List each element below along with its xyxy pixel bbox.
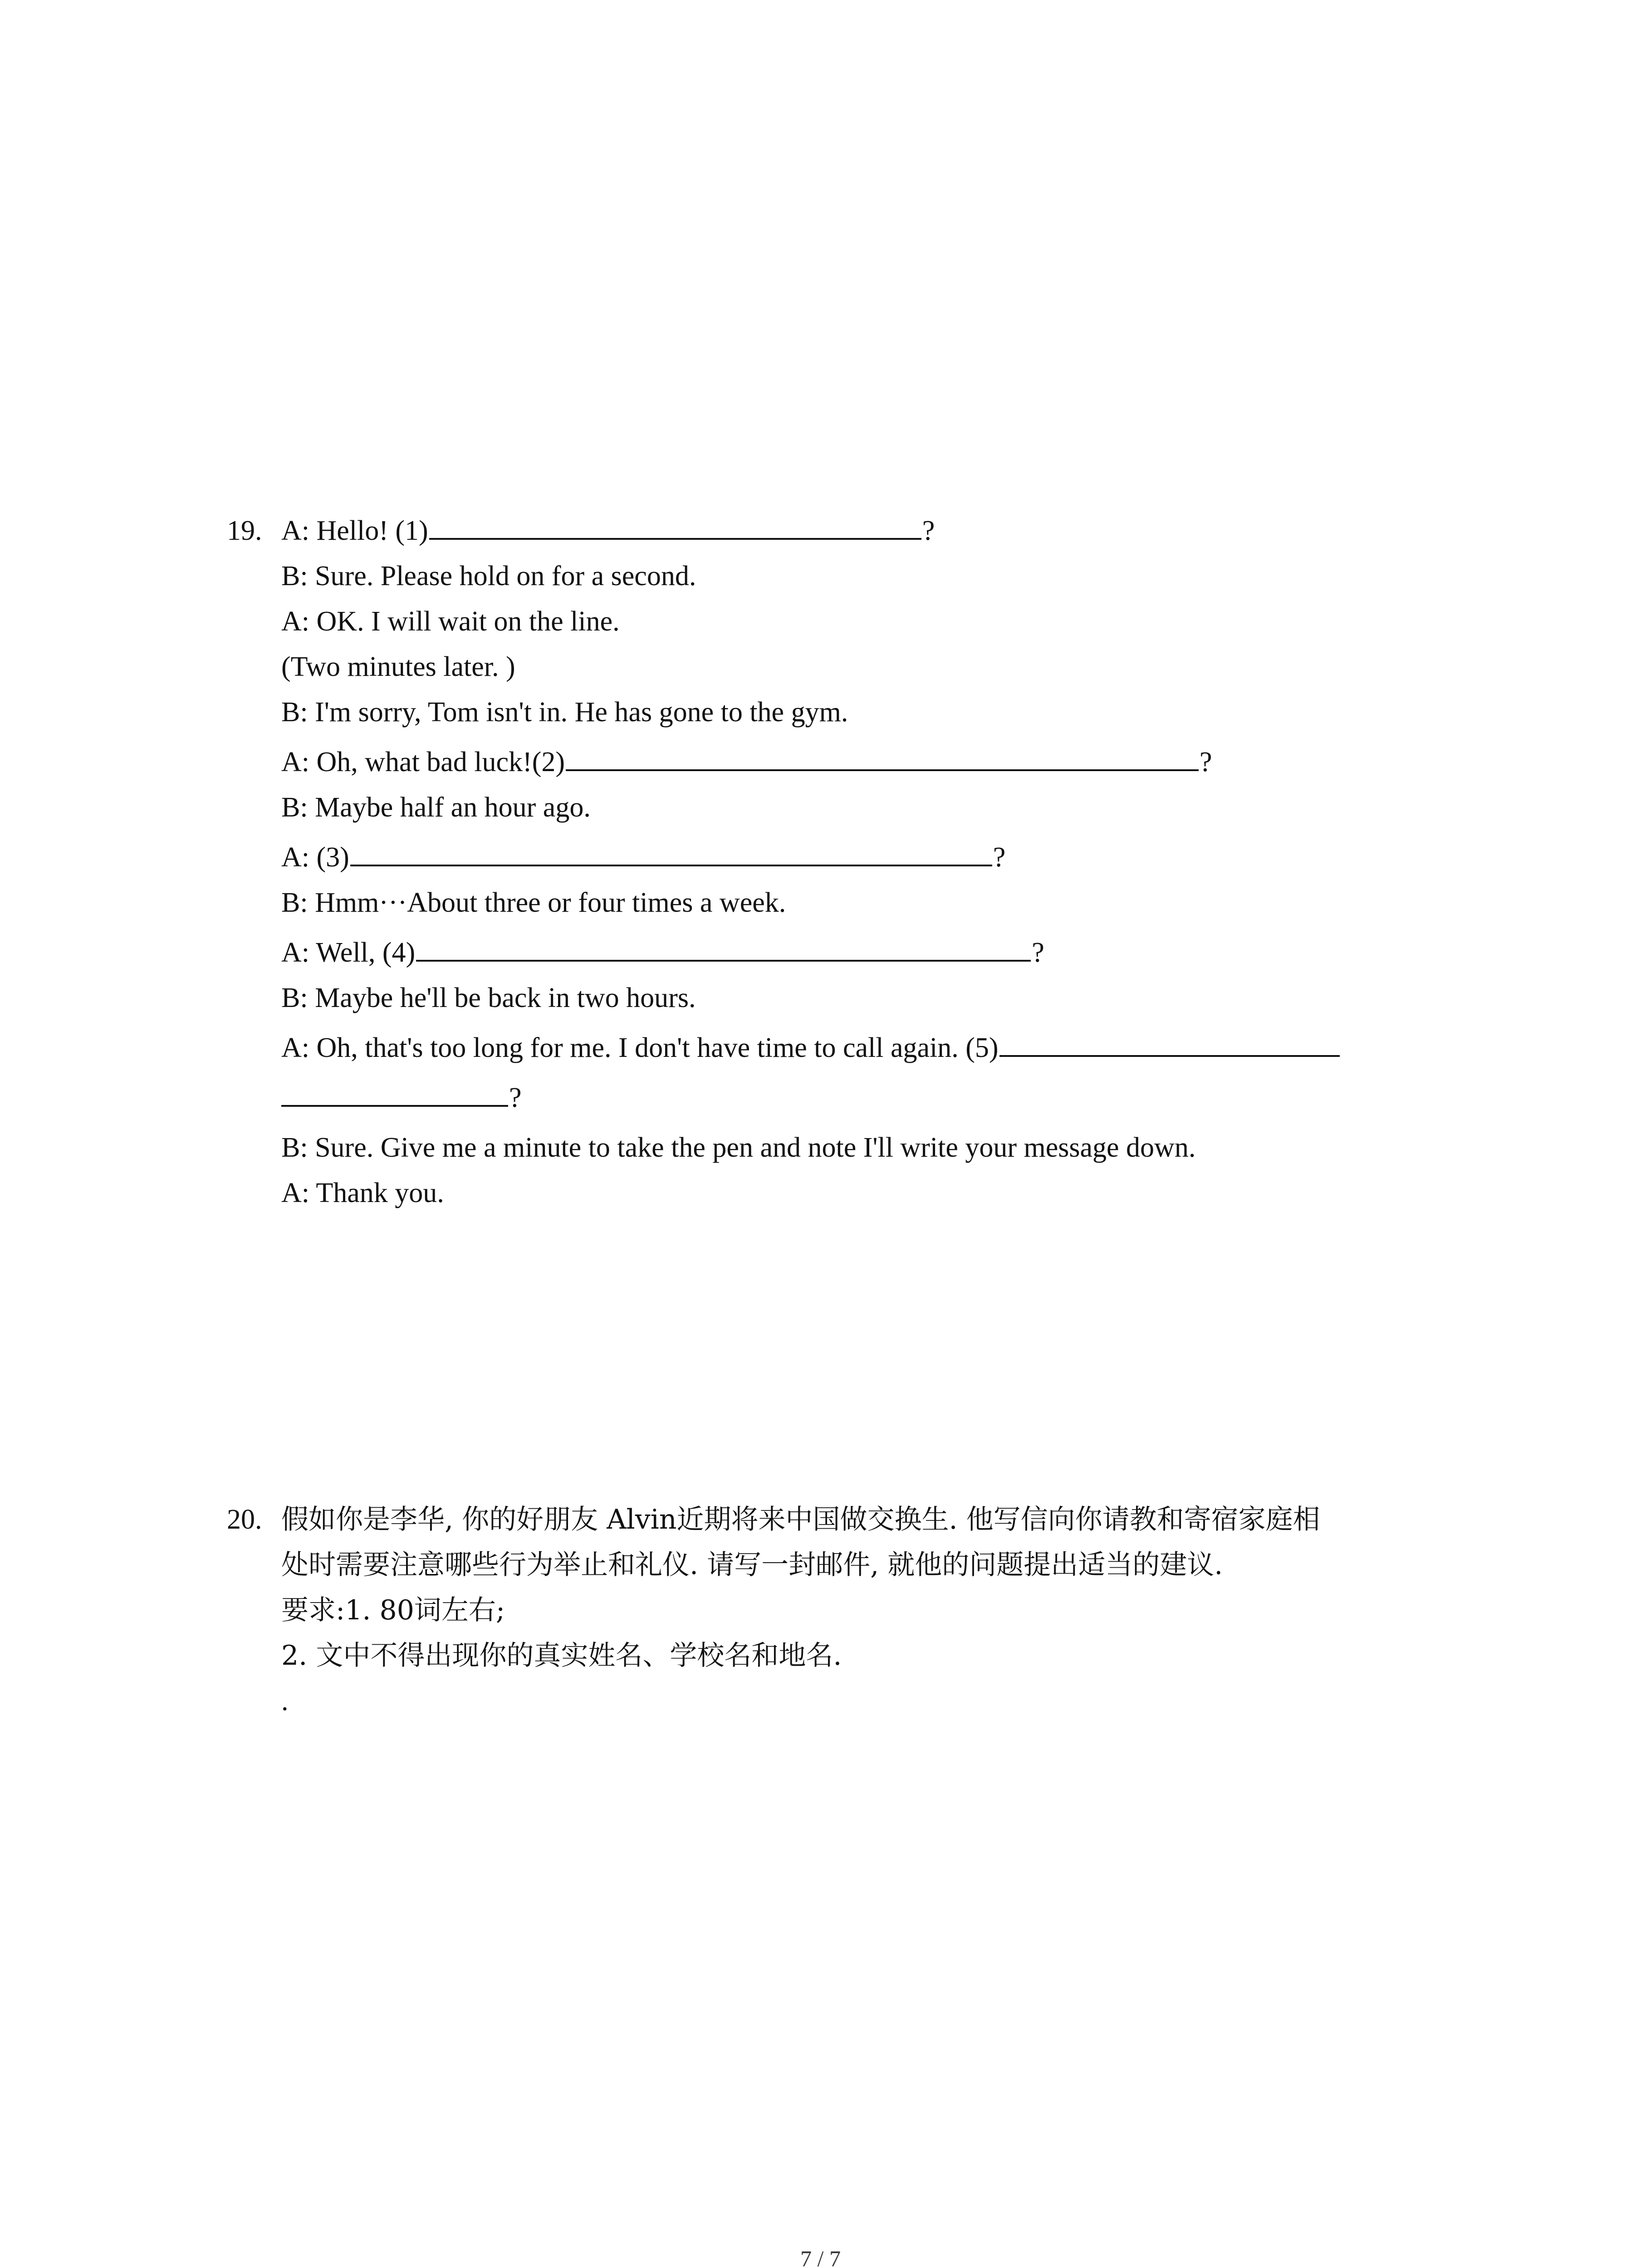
dialogue-line: A: Thank you. [281, 1178, 444, 1208]
dialogue-line: B: I'm sorry, Tom isn't in. He has gone to the gym. [281, 697, 848, 728]
answer-blank-3[interactable] [350, 836, 992, 866]
answer-blank-2[interactable] [566, 741, 1199, 771]
question-number: 19. [227, 515, 262, 546]
dialogue-line: B: Maybe he'll be back in two hours. [281, 982, 696, 1013]
answer-blank-4[interactable] [416, 932, 1031, 962]
dialogue-line: A: OK. I will wait on the line. [281, 606, 620, 637]
answer-blank-5b[interactable] [281, 1077, 508, 1107]
dialogue-line [281, 835, 1005, 880]
dialogue-line: B: Sure. Give me a minute to take the pen and note I'll write your message down. [281, 1132, 1196, 1163]
dialogue-line: (Two minutes later. ) [281, 651, 515, 682]
dialogue-line [281, 508, 935, 553]
line-text: A: Well, (4) [281, 937, 416, 968]
dialogue-line: B: Maybe half an hour ago. [281, 792, 591, 823]
line-text: ? [509, 1082, 522, 1113]
dialogue-line [281, 1075, 522, 1120]
line-text: ? [1200, 747, 1212, 777]
dialogue-line [281, 739, 1212, 785]
prompt-line: 2. 文中不得出现你的真实姓名、学校名和地名. [281, 1640, 842, 1672]
question-number: 20. [227, 1504, 262, 1535]
prompt-line: 要求:1. 80词左右; [281, 1594, 505, 1626]
line-text: A: Oh, what bad luck!(2) [281, 747, 565, 777]
prompt-line: 处时需要注意哪些行为举止和礼仪. 请写一封邮件, 就他的问题提出适当的建议. [281, 1549, 1223, 1581]
dialogue-line [281, 1025, 1341, 1070]
line-text: A: Oh, that's too long for me. I don't have time to call again. (5) [281, 1032, 999, 1063]
dialogue-line [281, 930, 1044, 975]
dialogue-line: B: Sure. Please hold on for a second. [281, 561, 696, 591]
line-text: A: Hello! (1) [281, 515, 428, 546]
line-text: ? [993, 842, 1006, 873]
answer-blank-1[interactable] [429, 510, 921, 540]
line-text: ? [1032, 937, 1044, 968]
line-text: A: (3) [281, 842, 349, 873]
answer-blank-5a[interactable] [999, 1027, 1340, 1057]
prompt-line: . [281, 1686, 289, 1716]
prompt-line: 假如你是李华, 你的好朋友 Alvin近期将来中国做交换生. 他写信向你请教和寄宿家庭相 [281, 1504, 1320, 1535]
line-text: ? [922, 515, 935, 546]
dialogue-line: B: Hmm···About three or four times a week. [281, 887, 786, 918]
page-number: 7 / 7 [800, 2246, 841, 2268]
